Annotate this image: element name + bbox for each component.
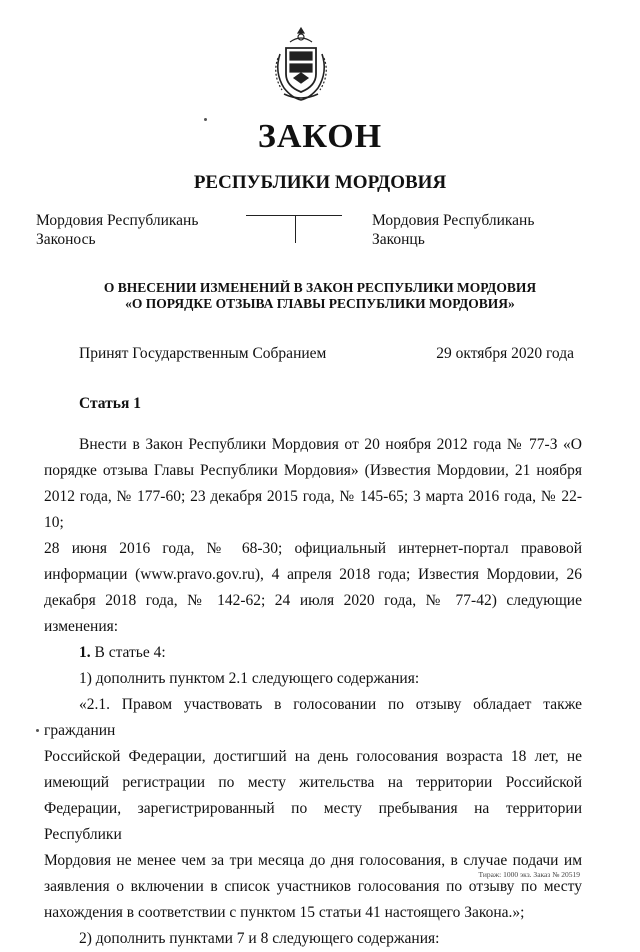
quote-line: Федерации, зарегистрированный по месту пребывания на территории Республики (44, 800, 582, 843)
body-line: декабря 2018 года, № 142-62; 24 июля 2020 года, № 77-42) следующие изменения: (44, 592, 582, 635)
quote-line: «2.1. Правом участвовать в голосовании по отзыву обладает также гражданин (44, 696, 582, 739)
body-line: информации (www.pravo.gov.ru), 4 апреля 2018 года; Известия Мордовии, 26 (44, 566, 582, 583)
header-divider-horizontal (246, 215, 342, 216)
adopted-date: 29 октября 2020 года (436, 345, 574, 362)
local-title-left-line: Законось (36, 231, 96, 248)
law-title: ЗАКОН (257, 118, 383, 155)
subitem-2: 2) дополнить пунктами 7 и 8 следующего содержания: (79, 930, 440, 947)
subitem-1: 1) дополнить пунктом 2.1 следующего содержания: (79, 670, 420, 687)
local-language-title-left (36, 211, 198, 249)
item-1 (44, 640, 582, 666)
body-line: порядке отзыва Главы Республики Мордовия» (Известия Мордовии, 21 ноября (44, 462, 582, 479)
article-title: Статья 1 (79, 395, 141, 412)
local-title-right-line: Мордовия Республикань (372, 212, 535, 229)
quote-line: заявления о включении в список участников голосования по отзыву по месту (44, 878, 582, 895)
print-info: Тираж: 1000 экз. Заказ № 20519 (478, 870, 580, 879)
adopted-by: Принят Государственным Собранием (79, 345, 327, 362)
quote-line: Мордовия не менее чем за три месяца до дня голосования, в случае подачи им (44, 852, 582, 869)
quote-line: имеющий регистрации по месту жительства на территории Российской (44, 774, 582, 791)
local-title-left-line: Мордовия Республикань (36, 212, 199, 229)
scan-speck (204, 118, 207, 121)
document-heading-line: О ВНЕСЕНИИ ИЗМЕНЕНИЙ В ЗАКОН РЕСПУБЛИКИ МОРДОВИЯ (103, 280, 537, 295)
local-title-right-line: Законць (372, 231, 425, 248)
republic-subtitle: РЕСПУБЛИКИ МОРДОВИЯ (193, 172, 447, 193)
document-heading-line: «О ПОРЯДКЕ ОТЗЫВА ГЛАВЫ РЕСПУБЛИКИ МОРДОВИЯ» (125, 296, 515, 311)
header-divider-vertical (295, 215, 296, 243)
body-line: 28 июня 2016 года, № 68-30; официальный интернет-портал правовой (44, 540, 582, 557)
item-1-number: 1. (79, 644, 91, 661)
item-1-text: В статье 4: (90, 644, 166, 661)
body-line: Внести в Закон Республики Мордовия от 20 ноября 2012 года № 77-З «О (79, 436, 582, 453)
body-line: 2012 года, № 177-60; 23 декабря 2015 года, № 145-65; 3 марта 2016 года, № 22-10; (44, 488, 582, 531)
document-heading (0, 280, 640, 312)
quote-line: нахождения в соответствии с пунктом 15 статьи 41 настоящего Закона.»; (44, 904, 525, 921)
mordovia-coat-of-arms-icon (270, 24, 332, 102)
quote-line: Российской Федерации, достигший на день голосования возраста 18 лет, не (44, 748, 582, 765)
local-language-title-right (372, 211, 534, 249)
scan-speck (36, 729, 39, 732)
